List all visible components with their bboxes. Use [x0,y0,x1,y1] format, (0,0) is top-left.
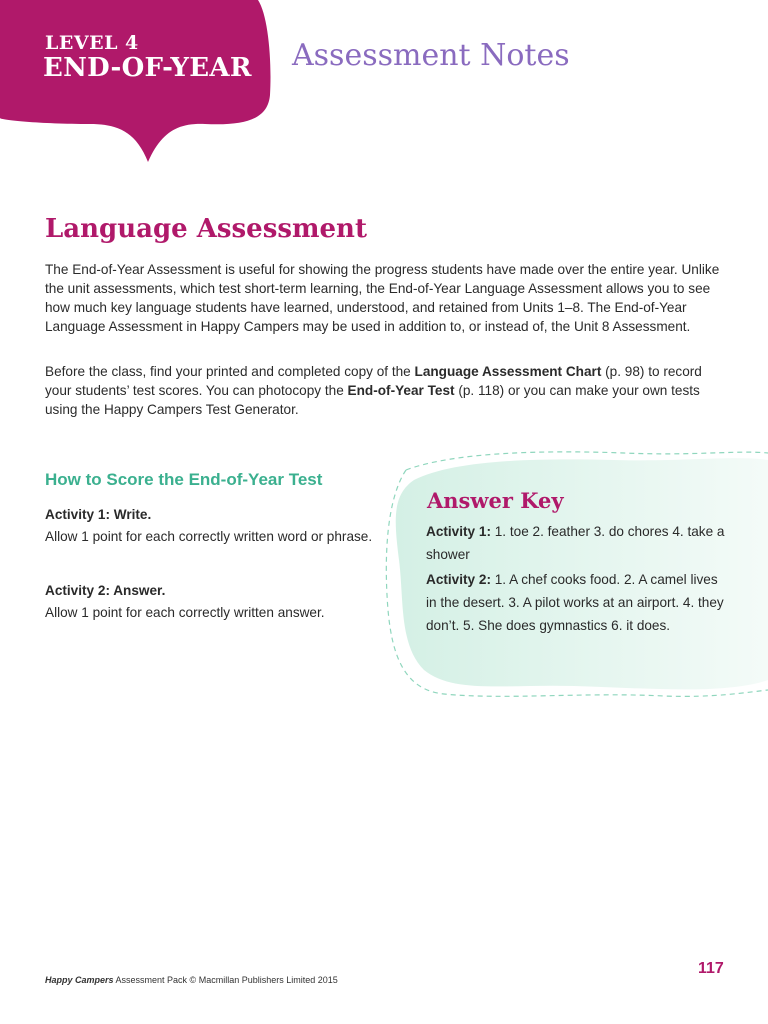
para2-text-c: (p. 98) to record your students’ test scores. You can photocopy the [45,364,702,398]
footer-text: Assessment Pack © Macmillan Publishers Limited 2015 [113,975,338,985]
end-of-year-test-ref: End-of-Year Test [347,383,455,398]
scoring-title: How to Score the End-of-Year Test [45,470,323,489]
activity-2-text: Allow 1 point for each correctly written answer. [45,605,325,620]
end-of-year-label: END-OF-YEAR [43,53,252,83]
answer-key-activity-2 [426,568,726,637]
language-assessment-chart-ref: Language Assessment Chart [414,364,602,379]
activity-1-text: Allow 1 point for each correctly written word or phrase. [45,529,373,544]
intro-paragraph: The End-of-Year Assessment is useful for showing the progress students have made over the entire year. Unlike the unit assessments, which test short-term learning, the End-of-Year Language Assessment allows you to see how much key language students have learned, understood, and retained from Units 1–8. The End-of-Year Language Assessment in Happy Campers may be used in addition to, or instead of, the Unit 8 Assessment. [45,262,720,334]
answer-key-activity-2-text: 1. A chef cooks food. 2. A camel lives in the desert. 3. A pilot works at an airport. 4. they don’t. 5. She does gymnastics 6. it does. [426,572,724,633]
level-label: LEVEL 4 [45,32,139,54]
section-title: Language Assessment [45,214,367,244]
answer-key-activity-1-text: 1. toe 2. feather 3. do chores 4. take a shower [426,524,725,562]
footer-credit [45,975,338,985]
activity-1-heading: Activity 1: Write. [45,507,152,522]
answer-key-activity-2-label: Activity 2: [426,572,491,587]
badge-shape [0,0,280,170]
level-badge [0,0,280,170]
page-header-title: Assessment Notes [292,38,570,73]
para2-text-e: (p. 118) or you can make your own tests using the Happy Campers Test Generator. [45,383,700,417]
footer-brand: Happy Campers [45,975,114,985]
answer-key-activity-1-label: Activity 1: [426,524,491,539]
answer-key-activity-1 [426,520,726,566]
scoring-activity-2 [45,580,375,624]
scoring-activity-1 [45,504,375,548]
page-number: 117 [698,960,724,977]
activity-2-heading: Activity 2: Answer. [45,583,166,598]
instructions-paragraph [45,362,725,419]
answer-key-title: Answer Key [427,488,564,513]
para2-text-a: Before the class, find your printed and completed copy of the [45,364,415,379]
